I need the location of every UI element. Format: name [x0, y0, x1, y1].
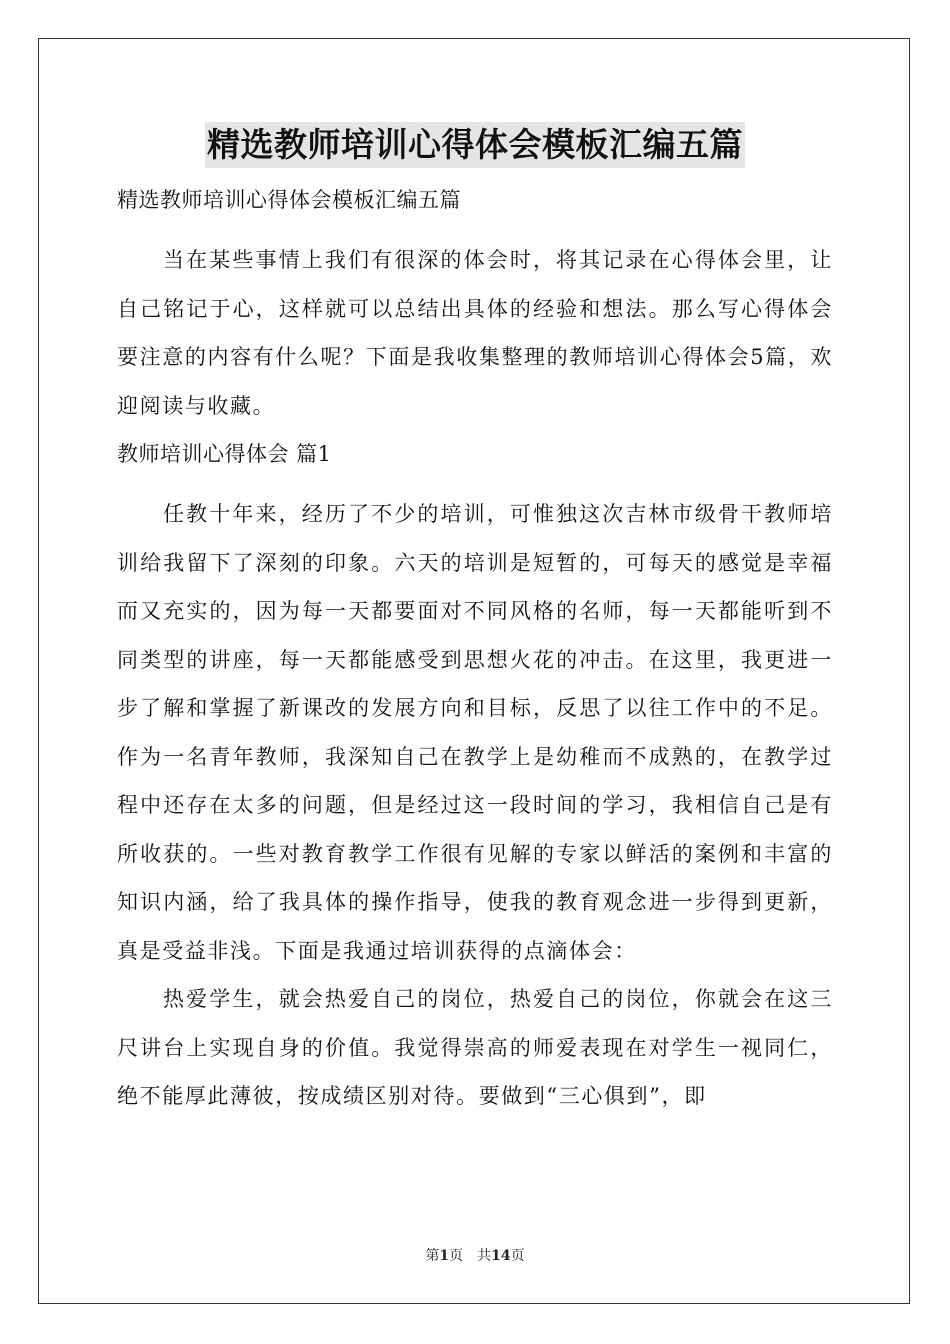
section-paragraph-1: 任教十年来，经历了不少的培训，可惟独这次吉林市级骨干教师培训给我留下了深刻的印象。六天的培训是短暂的，可每天的感觉是幸福而又充实的，因为每一天都要面对不同风格的名师，每一天都能听到不同类型的讲座，每一天都能感受到思想火花的冲击。在这里，我更进一步了解和掌握了新课改的发展方向和目标，反思了以往工作中的不足。作为一名青年教师，我深知自己在教学上是幼稚而不成熟的，在教学过程中还存在太多的问题，但是经过这一段时间的学习，我相信自己是有所收获的。一些对教育教学工作很有见解的专家以鲜活的案例和丰富的知识内涵，给了我具体的操作指导，使我的教育观念进一步得到更新，真是受益非浅。下面是我通过培训获得的点滴体会： [117, 502, 833, 963]
footer-total-prefix: 共 [477, 1248, 492, 1264]
page-footer [0, 1246, 950, 1266]
intro-paragraph: 当在某些事情上我们有很深的体会时，将其记录在心得体会里，让自己铭记于心，这样就可以总结出具体的经验和想法。那么写心得体会要注意的内容有什么呢？下面是我收集整理的教师培训心得体会5篇，欢迎阅读与收藏。 [117, 248, 833, 418]
footer-page-prefix: 第 [425, 1248, 440, 1264]
document-title [0, 122, 950, 168]
document-body [117, 182, 833, 1121]
section-heading: 教师培训心得体会 篇1 [117, 442, 332, 466]
footer-total-suffix: 页 [510, 1248, 525, 1264]
section-paragraph-2: 热爱学生，就会热爱自己的岗位，热爱自己的岗位，你就会在这三尺讲台上实现自身的价值。我觉得崇高的师爱表现在对学生一视同仁，绝不能厚此薄彼，按成绩区别对待。要做到“三心俱到”，即 [117, 987, 833, 1108]
footer-total-pages: 14 [491, 1248, 511, 1264]
document-subtitle: 精选教师培训心得体会模板汇编五篇 [117, 188, 461, 212]
footer-page-number: 1 [439, 1248, 450, 1264]
document-title-text: 精选教师培训心得体会模板汇编五篇 [205, 122, 745, 168]
footer-page-suffix: 页 [449, 1248, 464, 1264]
